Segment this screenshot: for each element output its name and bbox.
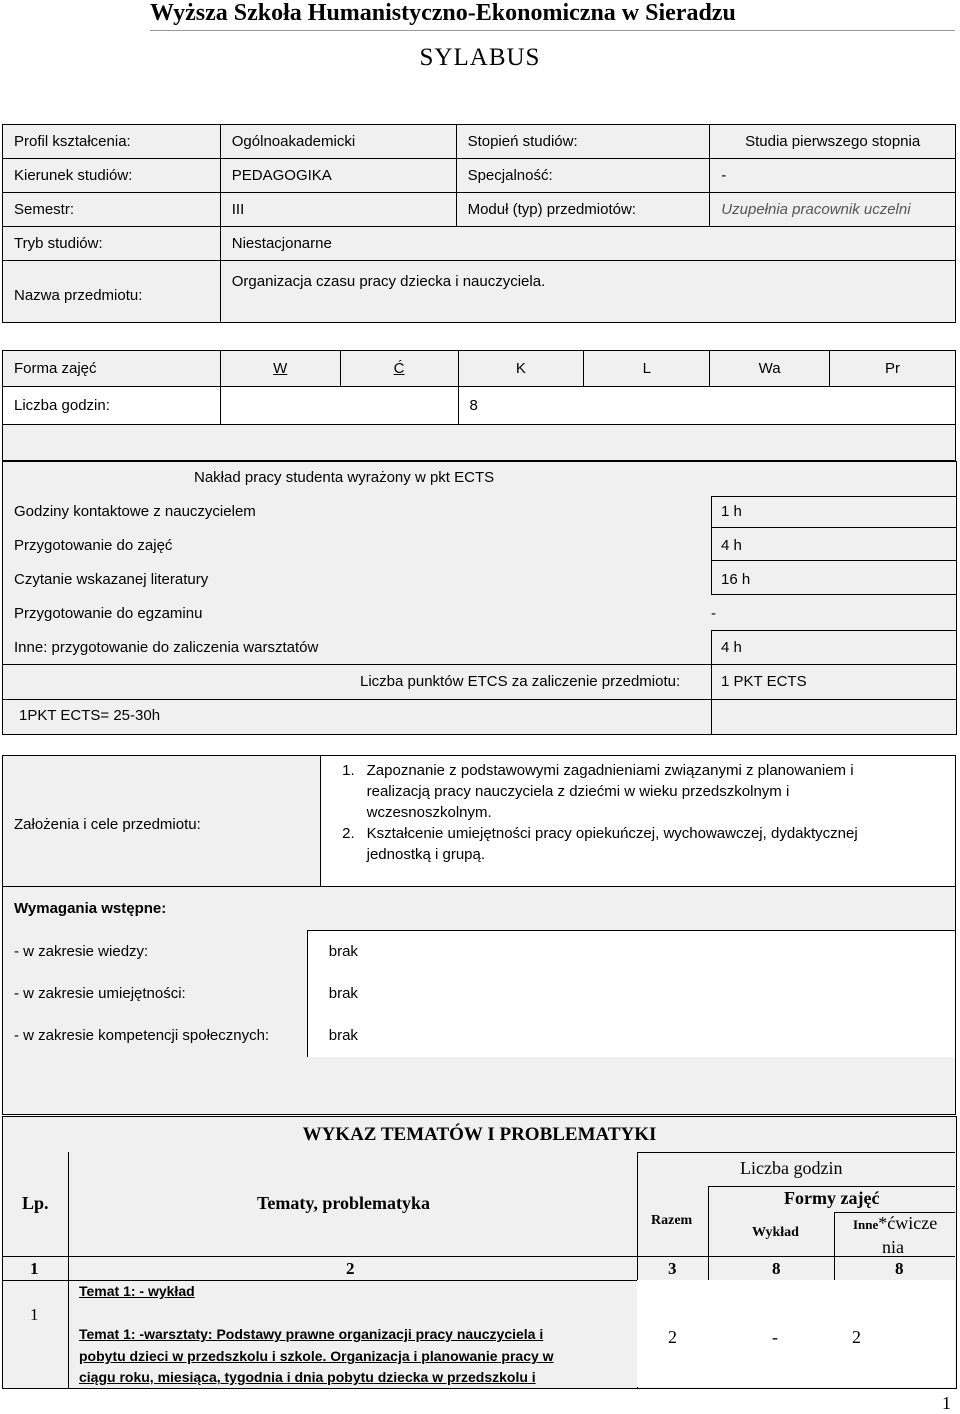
col-number: 1 [30, 1259, 39, 1278]
wymagania-title: Wymagania wstępne: [3, 887, 956, 931]
wymagania-table [2, 886, 956, 1115]
hours-label: Liczba godzin: [3, 387, 221, 425]
cele-item: 2. Kształcenie umiejętności pracy opiekuńczej, wychowawczej, dydaktycznej jednostką i grupą. [342, 825, 858, 863]
semestr-value: III [220, 193, 456, 227]
row-inne: 2 [852, 1327, 861, 1347]
page-number: 1 [942, 1393, 951, 1413]
ects-title: Nakład pracy studenta wyrażony w pkt ECTS [194, 469, 495, 486]
kierunek-label: Kierunek studiów: [3, 159, 221, 193]
col-razem: Razem [651, 1213, 693, 1228]
nazwa-label: Nazwa przedmiotu: [3, 261, 221, 323]
cele-item: 1. Zapoznanie z podstawowymi zagadnieniami związanymi z planowaniem i realizacją pracy nauczyciela z dziećmi w wieku przedszkolnym i wczesnoszkolnym. [342, 762, 854, 821]
wymagania-value: brak [307, 1015, 955, 1057]
wymagania-label: - w zakresie umiejętności: [3, 973, 308, 1015]
ects-row-label: Czytanie wskazanej literatury [14, 571, 209, 588]
profil-value: Ogólnoakademicki [220, 125, 456, 159]
kierunek-value: PEDAGOGIKA [220, 159, 456, 193]
wykaz-title: WYKAZ TEMATÓW I PROBLEMATYKI [302, 1124, 657, 1145]
col-liczba-godzin: Liczba godzin [740, 1158, 843, 1178]
col-number: 2 [346, 1259, 355, 1278]
col-formy: Formy zajęć [784, 1188, 880, 1208]
cele-table [2, 755, 956, 887]
wymagania-value: brak [307, 973, 955, 1015]
ects-scale: 1PKT ECTS= 25-30h [19, 707, 161, 724]
semestr-label: Semestr: [3, 193, 221, 227]
ects-points-value: 1 PKT ECTS [721, 673, 807, 690]
info-table [2, 124, 956, 323]
col-lp: Lp. [22, 1193, 49, 1213]
row-lp: 1 [30, 1305, 39, 1324]
wymagania-label: - w zakresie kompetencji społecznych: [3, 1015, 308, 1057]
cele-content [320, 756, 955, 887]
wymagania-value: brak [307, 931, 955, 973]
forma-col-w: W [220, 351, 340, 387]
document-title: SYLABUS [419, 44, 541, 71]
wymagania-label: - w zakresie wiedzy: [3, 931, 308, 973]
modul-label: Moduł (typ) przedmiotów: [456, 193, 710, 227]
col-number: 3 [668, 1259, 677, 1278]
profil-label: Profil kształcenia: [3, 125, 221, 159]
specjalnosc-value: - [710, 159, 956, 193]
ects-row-value: - [711, 605, 716, 622]
ects-row-label: Przygotowanie do egzaminu [14, 605, 203, 622]
modul-value: Uzupełnia pracownik uczelni [710, 193, 956, 227]
forma-col-wa: Wa [710, 351, 830, 387]
ects-row-value: 1 h [721, 503, 742, 520]
forma-table [2, 350, 956, 461]
hours-value: 8 [458, 387, 955, 425]
row-wyklad: - [772, 1327, 778, 1347]
ects-row-label: Przygotowanie do zajęć [14, 537, 173, 554]
forma-col-c: Ć [340, 351, 458, 387]
stopien-value: Studia pierwszego stopnia [710, 125, 956, 159]
topic-line: pobytu dzieci w przedszkolu i szkole. Organizacja i planowanie pracy w [79, 1348, 554, 1364]
school-name: Wyższa Szkoła Humanistyczno-Ekonomiczna w Sieradzu [150, 0, 736, 26]
ects-block [2, 461, 957, 735]
ects-row-label: Godziny kontaktowe z nauczycielem [14, 503, 256, 520]
col-inne: Inne*ćwicze nia [853, 1213, 938, 1257]
ects-row-label: Inne: przygotowanie do zaliczenia warsztatów [14, 639, 319, 656]
stopien-label: Stopień studiów: [456, 125, 710, 159]
ects-row-value: 4 h [721, 639, 742, 656]
forma-col-l: L [584, 351, 710, 387]
topic-line: Temat 1: -warsztaty: Podstawy prawne organizacji pracy nauczyciela i [79, 1326, 544, 1342]
tryb-label: Tryb studiów: [3, 227, 221, 261]
cele-label: Założenia i cele przedmiotu: [3, 756, 321, 887]
specjalnosc-label: Specjalność: [456, 159, 710, 193]
header-rule [150, 30, 955, 31]
topic-line: ciągu roku, miesiąca, tygodnia i dnia pobytu dziecka w przedszkolu i [79, 1369, 536, 1385]
forma-col-pr: Pr [830, 351, 956, 387]
forma-col-k: K [458, 351, 584, 387]
col-wyklad: Wykład [752, 1225, 799, 1240]
col-number: 8 [772, 1259, 781, 1278]
nazwa-value: Organizacja czasu pracy dziecka i nauczyciela. [220, 261, 955, 323]
tryb-value: Niestacjonarne [220, 227, 955, 261]
forma-label: Forma zajęć [3, 351, 221, 387]
ects-points-label: Liczba punktów ETCS za zaliczenie przedmiotu: [360, 673, 681, 690]
col-number: 8 [895, 1259, 904, 1278]
ects-row-value: 4 h [721, 537, 742, 554]
col-tematy: Tematy, problematyka [257, 1193, 431, 1213]
topic-line: Temat 1: - wykład [79, 1283, 195, 1299]
row-razem: 2 [668, 1327, 677, 1347]
ects-row-value: 16 h [721, 571, 751, 588]
